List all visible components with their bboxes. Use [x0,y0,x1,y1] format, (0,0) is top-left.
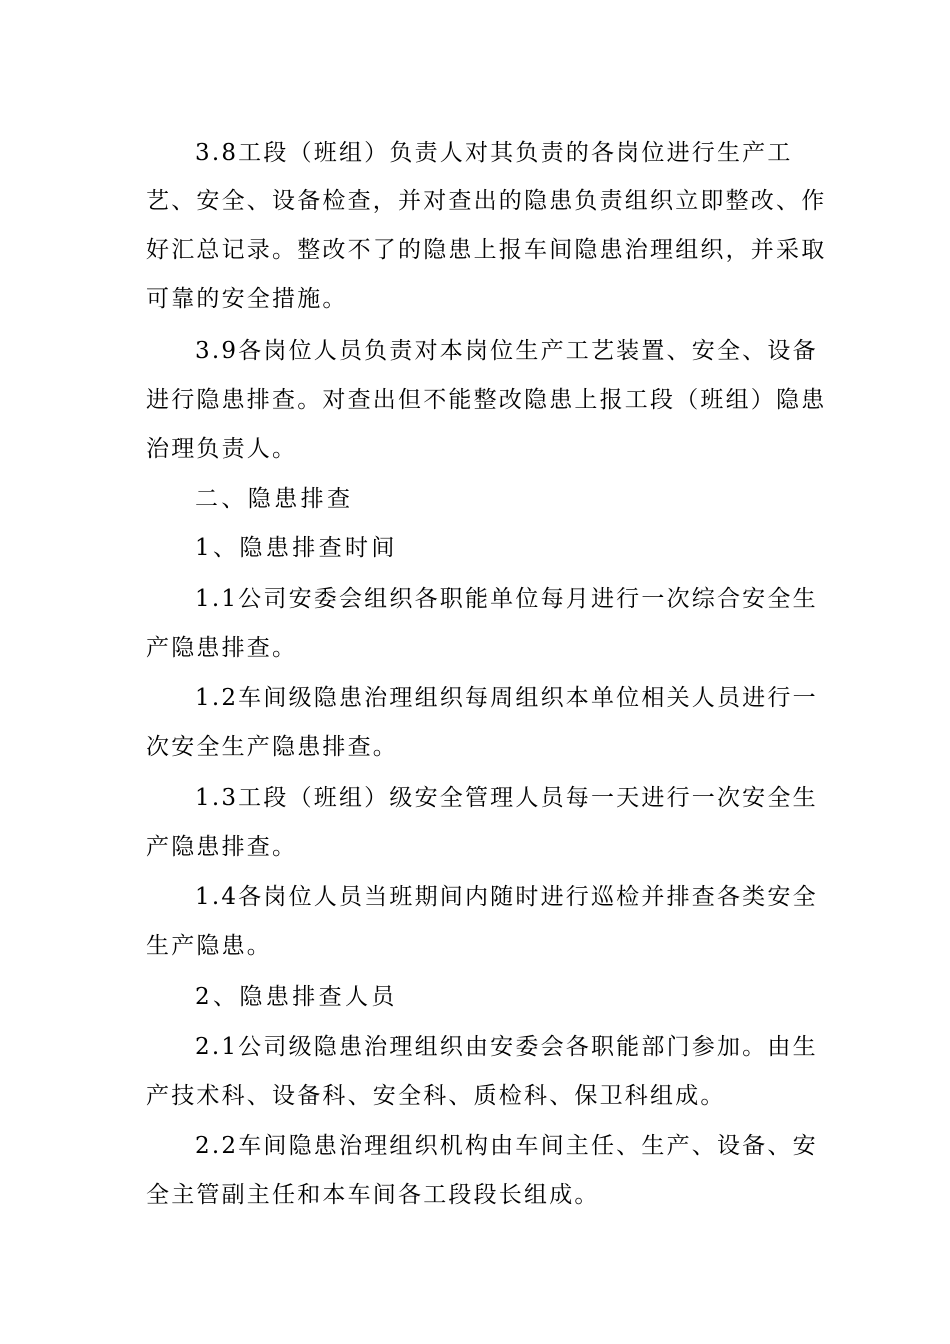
paragraph-3-9-line-3: 治理负责人。 [146,436,298,462]
paragraph-1-2-line-1: 1.2车间级隐患治理组织每周组织本单位相关人员进行一 [195,685,818,711]
paragraph-3-8-line-2: 艺、安全、设备检查，并对查出的隐患负责组织立即整改、作 [146,188,827,214]
paragraph-1-2-line-2: 次安全生产隐患排查。 [146,734,398,760]
paragraph-1-1-line-2: 产隐患排查。 [146,635,298,661]
paragraph-1-1-line-1: 1.1公司安委会组织各职能单位每月进行一次综合安全生 [195,586,818,612]
paragraph-1-4-line-1: 1.4各岗位人员当班期间内随时进行巡检并排查各类安全 [195,884,818,910]
subheading-inspection-personnel: 2、隐患排查人员 [195,984,398,1010]
paragraph-3-8-line-3: 好汇总记录。整改不了的隐患上报车间隐患治理组织，并采取 [146,237,827,263]
paragraph-3-9-line-1: 3.9各岗位人员负责对本岗位生产工艺装置、安全、设备 [195,338,818,364]
section-heading-hazard-inspection: 二、隐患排查 [195,486,354,512]
paragraph-3-8-line-1: 3.8工段（班组）负责人对其负责的各岗位进行生产工 [195,140,793,166]
paragraph-3-9-line-2: 进行隐患排查。对查出但不能整改隐患上报工段（班组）隐患 [146,387,827,413]
paragraph-1-3-line-2: 产隐患排查。 [146,834,298,860]
paragraph-1-4-line-2: 生产隐患。 [146,933,272,959]
paragraph-2-2-line-2: 全主管副主任和本车间各工段段长组成。 [146,1182,600,1208]
paragraph-2-1-line-1: 2.1公司级隐患治理组织由安委会各职能部门参加。由生 [195,1034,818,1060]
paragraph-2-2-line-1: 2.2车间隐患治理组织机构由车间主任、生产、设备、安 [195,1133,818,1159]
paragraph-1-3-line-1: 1.3工段（班组）级安全管理人员每一天进行一次安全生 [195,785,818,811]
paragraph-2-1-line-2: 产技术科、设备科、安全科、质检科、保卫科组成。 [146,1083,726,1109]
subheading-inspection-time: 1、隐患排查时间 [195,535,398,561]
paragraph-3-8-line-4: 可靠的安全措施。 [146,286,348,312]
